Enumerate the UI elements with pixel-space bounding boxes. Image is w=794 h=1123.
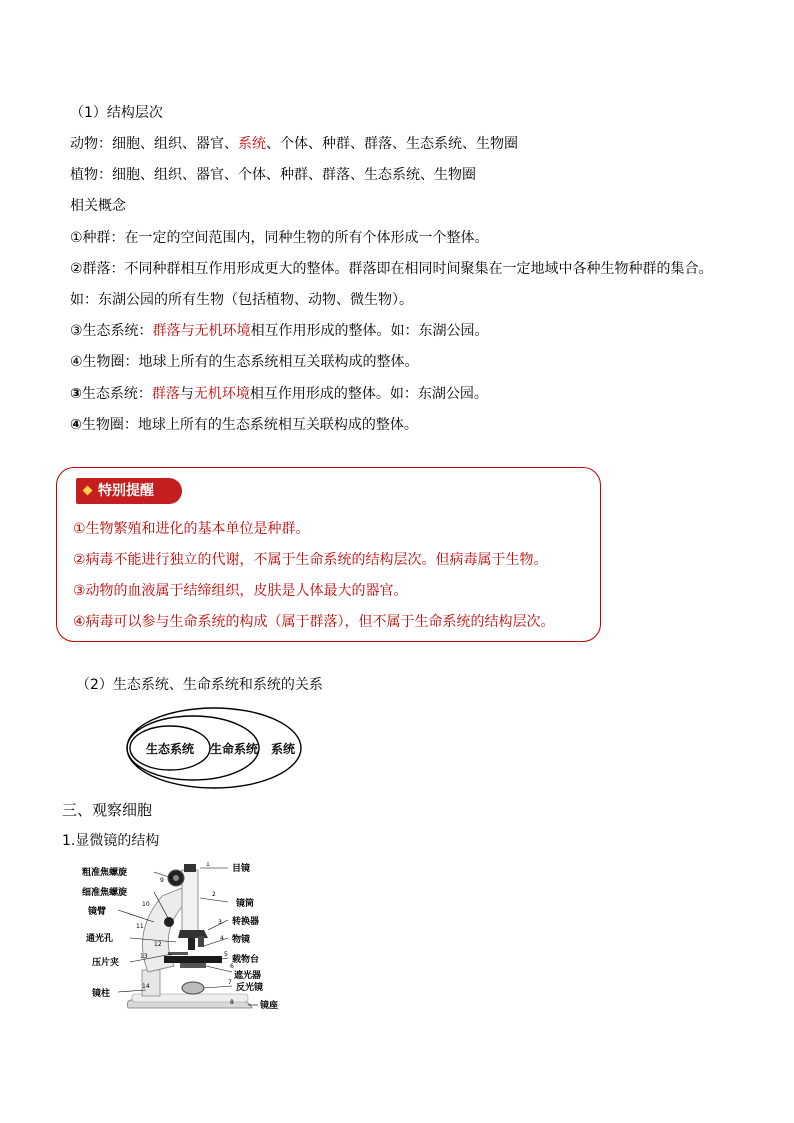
diaphragm [180,963,206,968]
label-coarse-focus: 粗准焦螺旋 [82,868,128,878]
part-number: 10 [142,901,150,908]
tip-item: ④病毒可以参与生命系统的构成（属于群落），但不属于生命系统的结构层次。 [73,614,555,630]
part-number: 3 [218,919,222,926]
label-mirror: 反光镜 [236,983,264,993]
concept-biosphere-repeat: ④生物圈：地球上所有的生态系统相互关联构成的整体。 [70,417,418,433]
label-arm: 镜臂 [88,907,107,917]
label-clip: 压片夹 [92,958,120,968]
label-objective: 物镜 [232,935,251,945]
concept-biosphere: ④生物圈：地球上所有的生态系统相互关联构成的整体。 [70,354,419,370]
stage-clip [168,952,188,955]
special-reminder-banner [76,478,182,504]
concept-ecosystem: ③生态系统：群落与无机环境相互作用形成的整体。如：东湖公园。 [70,323,489,339]
part-number: 11 [136,923,144,930]
plant-levels: 植物：细胞、组织、器官、个体、种群、群落、生态系统、生物圈 [70,167,476,183]
label-fine-focus: 细准焦螺旋 [82,888,128,898]
concept-community: ②群落：不同种群相互作用形成更大的整体。群落即在相同时间聚集在一定地域中各种生物种群的集合。 [70,261,713,277]
objective-lens [188,938,195,950]
objective-lens [198,936,204,947]
part-number: 2 [212,891,216,898]
microscope-structure-heading: 1.显微镜的结构 [62,833,160,849]
label-stage-hole: 通光孔 [86,934,114,944]
label-tube: 镜筒 [236,899,255,909]
part-number: 12 [154,941,162,948]
label-pillar: 镜柱 [92,989,111,999]
part-number: 5 [224,951,228,958]
concept-population: ①种群：在一定的空间范围内，同种生物的所有个体形成一个整体。 [70,230,489,246]
label-stage: 载物台 [232,955,260,965]
concepts-title: 相关概念 [70,198,126,214]
concept-ecosystem-repeat: ③生态系统：群落与无机环境相互作用形成的整体。如：东湖公园。 [70,386,488,402]
part-number: 14 [142,983,150,990]
part-number: 8 [230,999,234,1006]
part-number: 13 [140,953,148,960]
part-number: 1 [206,862,210,868]
animal-levels: 动物：细胞、组织、器官、系统、个体、种群、群落、生态系统、生物圈 [70,136,518,152]
part-number: 7 [228,979,232,986]
tip-item: ③动物的血液属于结缔组织，皮肤是人体最大的器官。 [73,583,408,599]
part-number: 9 [160,877,164,884]
fine-knob [164,917,174,927]
label-eyepiece: 目镜 [232,864,251,874]
label-diaphragm: 遮光器 [234,971,262,981]
concept-community-example: 如：东湖公园的所有生物（包括植物、动物、微生物）。 [70,292,413,308]
microscope-stage [164,956,222,963]
tip-item: ②病毒不能进行独立的代谢，不属于生命系统的结构层次。但病毒属于生物。 [73,552,548,568]
venn-label-system: 系统 [270,742,296,756]
structure-heading: （1）结构层次 [70,105,163,121]
diamond-icon [83,486,93,496]
microscope-eyepiece [184,864,196,872]
special-reminder-title: 特别提醒 [98,483,154,499]
label-nosepiece: 转换器 [232,917,260,927]
observe-cells-heading: 三、观察细胞 [62,801,153,819]
microscope-diagram [82,862,292,1014]
part-number: 6 [230,963,234,970]
system-venn-diagram [125,705,305,791]
label-base: 镜座 [260,1001,279,1011]
relation-heading: （2）生态系统、生命系统和系统的关系 [76,677,323,693]
mirror [182,982,204,994]
tip-item: ①生物繁殖和进化的基本单位是种群。 [73,521,310,537]
part-number: 4 [220,935,224,942]
venn-label-life-system: 生命系统 [209,742,259,756]
venn-label-ecosystem: 生态系统 [145,742,195,756]
